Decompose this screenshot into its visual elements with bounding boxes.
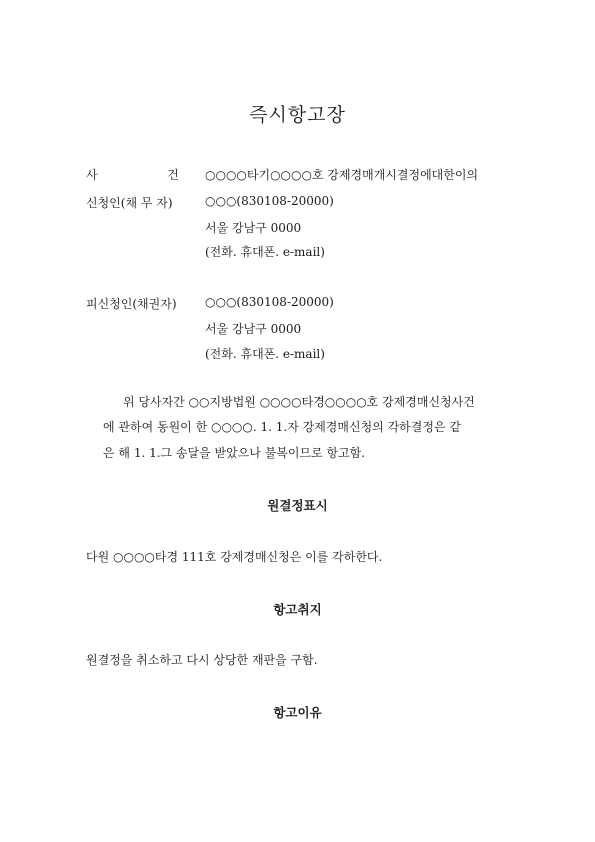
intro-line-2: 에 관하여 동원이 한 ○○○○. 1. 1.자 강제경매신청의 각하결정은 같: [103, 420, 461, 434]
respondent-contact: (전화. 휴대폰. e-mail): [205, 347, 325, 361]
applicant-id: ○○○(830108-20000): [205, 194, 334, 208]
appeal-purpose-heading: 항고취지: [273, 602, 322, 617]
intro-line-1: 위 당사자간 ○○지방법원 ○○○○타경○○○○호 강제경매신청사건: [123, 395, 475, 409]
case-value: ○○○○타기○○○○호 강제경매개시결정에대한이의: [205, 168, 479, 182]
appeal-purpose-text: 원결정을 취소하고 다시 상당한 재판을 구함.: [86, 653, 318, 667]
applicant-contact: (전화. 휴대폰. e-mail): [205, 245, 325, 259]
respondent-address: 서울 강남구 0000: [205, 322, 302, 336]
document-title: 즉시항고장: [249, 104, 346, 126]
original-decision-text: 다원 ○○○○타경 111호 강제경매신청은 이를 각하한다.: [86, 550, 383, 564]
case-label-part-1: 사: [86, 168, 98, 182]
respondent-label: 피신청인(채권자): [86, 297, 177, 311]
original-decision-heading: 원결정표시: [267, 498, 328, 513]
applicant-label: 신청인(채 무 자): [86, 196, 173, 210]
case-label: [86, 166, 179, 183]
appeal-reason-heading: 항고이유: [273, 705, 322, 720]
respondent-id: ○○○(830108-20000): [205, 295, 334, 309]
case-label-part-2: 건: [167, 168, 179, 182]
applicant-address: 서울 강남구 0000: [205, 221, 302, 235]
intro-line-3: 은 해 1. 1.그 송달을 받았으나 불복이므로 항고함.: [103, 446, 366, 460]
